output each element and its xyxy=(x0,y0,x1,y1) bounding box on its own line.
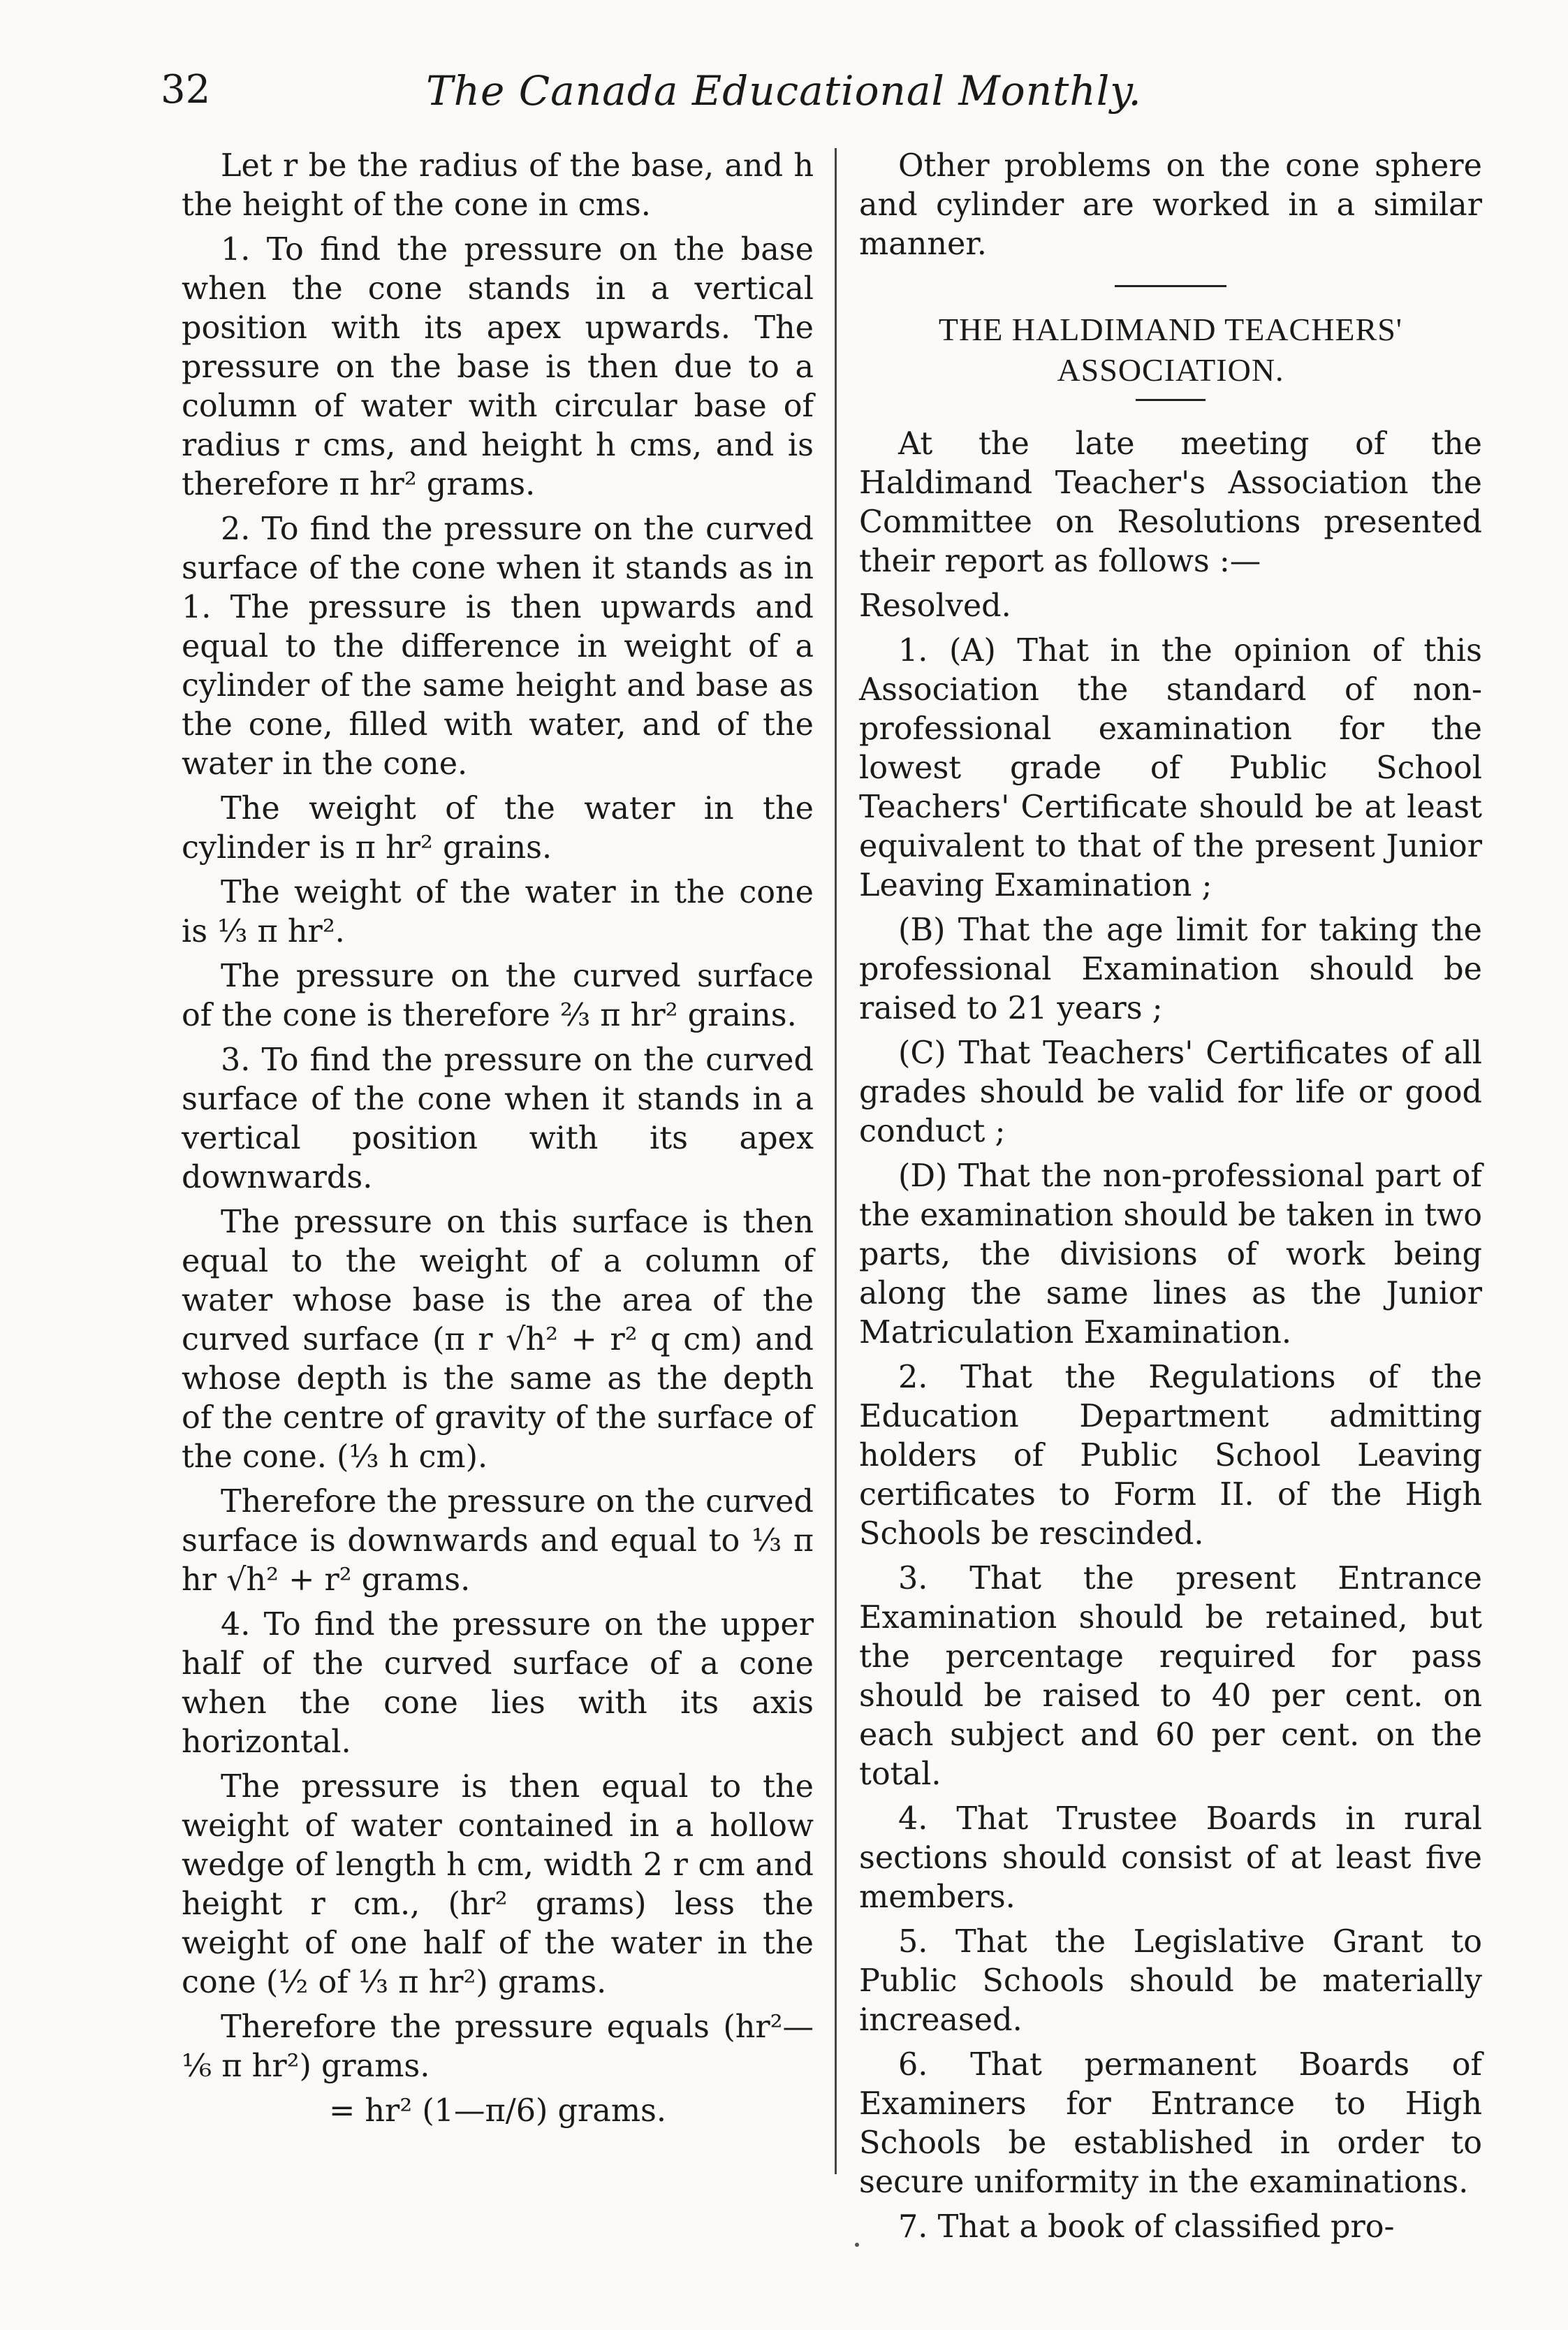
section-rule xyxy=(1136,399,1206,401)
paragraph: The pressure on the curved surface of the cone is therefore ⅔ π hr² grains. xyxy=(182,959,814,1033)
heading-line: THE HALDIMAND TEACHERS' xyxy=(938,312,1403,347)
paragraph: At the late meeting of the Haldimand Teacher's Association the Committee on Resolutions presented their report as follows :— xyxy=(859,426,1482,579)
paragraph: Resolved. xyxy=(859,588,1011,624)
paragraph: 1. To find the pressure on the base when the cone stands in a vertical position with its apex upwards. The pressure on the base is then due to a column of water with circular base of radius r cms, and height h cms, and is therefore π hr² grams. xyxy=(182,232,814,502)
paragraph: 6. That permanent Boards of Examiners for Entrance to High Schools be established in order to secure uniformity in the examinations. xyxy=(859,2047,1482,2200)
running-title: The Canada Educational Monthly. xyxy=(426,67,1142,115)
paragraph: Other problems on the cone sphere and cylinder are worked in a similar manner. xyxy=(859,148,1482,262)
column-divider xyxy=(835,148,837,2174)
paragraph: The pressure is then equal to the weight of water contained in a hollow wedge of length h cm, width 2 r cm and height r cm., (hr² grams) less the weight of one half of the water in the cone (½ of ⅓ π hr²) grams. xyxy=(182,1769,814,2000)
right-column xyxy=(859,147,1482,2252)
paragraph: 5. That the Legislative Grant to Public Schools should be materially increased. xyxy=(859,1924,1482,2038)
paragraph: 4. To find the pressure on the upper half of the curved surface of a cone when the cone lies with its axis horizontal. xyxy=(182,1607,814,1760)
paragraph: 7. That a book of classified pro- xyxy=(898,2209,1395,2245)
paragraph: The pressure on this surface is then equal to the weight of a column of water whose base is the area of the curved surface (π r √h² + r² q cm) and whose depth is the same as the depth of the centre of gravity of the surface of the cone. (⅓ h cm). xyxy=(182,1204,814,1475)
equation: = hr² (1—π/6) grams. xyxy=(328,2093,667,2129)
paragraph: 3. That the present Entrance Examination should be retained, but the percentage required for pass should be raised to 40 per cent. on each subject and 60 per cent. on the total. xyxy=(859,1561,1482,1792)
page-header xyxy=(161,67,1516,130)
paragraph: (C) That Teachers' Certificates of all grades should be valid for life or good conduct ; xyxy=(859,1035,1482,1149)
page-number: 32 xyxy=(161,67,211,112)
heading-line: ASSOCIATION. xyxy=(1057,352,1284,388)
paragraph: The weight of the water in the cylinder is π hr² grains. xyxy=(182,791,814,866)
paragraph: (B) That the age limit for taking the professional Examination should be raised to 21 years ; xyxy=(859,912,1482,1026)
paragraph: 4. That Trustee Boards in rural sections should consist of at least five members. xyxy=(859,1801,1482,1915)
paragraph: Therefore the pressure on the curved surface is downwards and equal to ⅓ π hr √h² + r² grams. xyxy=(182,1484,814,1598)
paragraph: The weight of the water in the cone is ⅓ π hr². xyxy=(182,875,814,949)
section-rule xyxy=(1115,285,1226,287)
paragraph: 3. To find the pressure on the curved surface of the cone when it stands in a vertical position with its apex downwards. xyxy=(182,1042,814,1195)
paragraph: 2. To find the pressure on the curved surface of the cone when it stands as in 1. The pressure is then upwards and equal to the difference in weight of a cylinder of the same height and base as the cone, filled with water, and of the water in the cone. xyxy=(182,511,814,782)
paragraph: Let r be the radius of the base, and h the height of the cone in cms. xyxy=(182,148,814,223)
paragraph: 1. (A) That in the opinion of this Association the standard of non-professional examination for the lowest grade of Public School Teachers' Certificate should be at least equivalent to that of the present Junior Leaving Examination ; xyxy=(859,633,1482,903)
left-column xyxy=(182,147,814,2136)
paragraph: (D) That the non-professional part of the examination should be taken in two parts, the divisions of work being along the same lines as the Junior Matriculation Examination. xyxy=(859,1158,1482,1350)
paragraph: 2. That the Regulations of the Education Department admitting holders of Public School Leaving certificates to Form II. of the High Schools be rescinded. xyxy=(859,1360,1482,1552)
paragraph: Therefore the pressure equals (hr²—⅙ π hr²) grams. xyxy=(182,2009,814,2084)
print-speck xyxy=(855,2243,859,2247)
section-heading xyxy=(859,310,1482,391)
